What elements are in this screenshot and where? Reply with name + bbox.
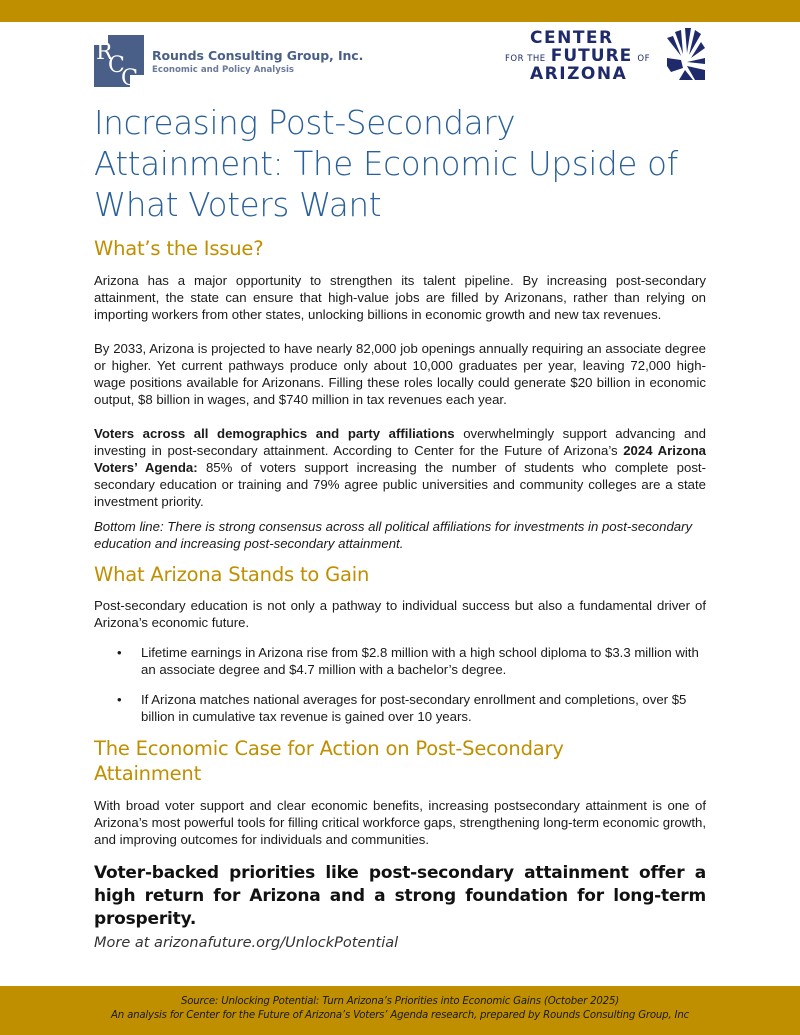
- list-item: [94, 691, 706, 725]
- bottom-line-text: Bottom line: There is strong consensus across all political affiliations for investments in post-secondary education and increasing post-secondary attainment.: [94, 519, 693, 551]
- list-item-text: If Arizona matches national averages for post-secondary enrollment and completions, over $5 billion in cumulative tax revenue is gained over 10 years.: [141, 692, 687, 724]
- footer-credit: An analysis for Center for the Future of Arizona’s Voters’ Agenda research, prepared by Rounds Consulting Group, Inc: [111, 1010, 689, 1021]
- list-item: [94, 644, 706, 678]
- section-heading-economic-case: [94, 736, 706, 786]
- cfa-logo-center: CENTER: [530, 28, 614, 48]
- heading-line: Attainment: [94, 762, 202, 785]
- rcg-monogram-icon: [94, 35, 144, 87]
- voters-paragraph: [94, 425, 706, 510]
- svg-text:G: G: [121, 66, 139, 87]
- cfa-logo-middle-line: [505, 46, 650, 66]
- svg-text:R: R: [96, 40, 113, 65]
- more-info-link[interactable]: More at arizonafuture.org/UnlockPotential: [94, 935, 399, 951]
- voters-agenda-bold: 2024 Arizona Voters’ Agenda:: [94, 443, 706, 475]
- cfa-logo-arizona: ARIZONA: [530, 64, 628, 84]
- rcg-company-name: Rounds Consulting Group, Inc.: [152, 47, 364, 63]
- gain-paragraph: Post-secondary education is not only a pathway to individual success but also a fundamental driver of Arizona’s economic future.: [94, 598, 706, 630]
- bottom-line-paragraph: [94, 518, 706, 552]
- cfa-logo-for-the: FOR THE: [505, 54, 546, 64]
- cfa-logo-future: FUTURE: [550, 46, 633, 66]
- bullet-icon: •: [117, 645, 122, 660]
- title-line: Increasing Post-Secondary: [94, 104, 516, 142]
- rcg-logo: [94, 35, 363, 87]
- footer-bar: [0, 986, 800, 1035]
- footer-source: Source: Unlocking Potential: Turn Arizona’s Priorities into Economic Gains (October 2025): [180, 996, 620, 1007]
- economic-case-paragraph: With broad voter support and clear economic benefits, increasing postsecondary attainment is one of Arizona’s most powerful tools for filling critical workforce gaps, strengthening long-term economic growth, and improving outcomes for individuals and communities.: [94, 798, 706, 847]
- arizona-sunburst-icon: [665, 28, 707, 82]
- section-heading-issue: What’s the Issue?: [94, 237, 264, 260]
- cfa-logo: [505, 28, 705, 84]
- cfa-logo-of: OF: [637, 54, 650, 64]
- document-body: [94, 103, 706, 951]
- voters-text-1: overwhelmingly support advancing and investing in post-secondary attainment. According to Center for the Future of Arizona’s: [94, 426, 706, 458]
- svg-text:C: C: [108, 53, 125, 78]
- issue-paragraph-1: Arizona has a major opportunity to strengthen its talent pipeline. By increasing post-secondary attainment, the state can ensure that high-value jobs are filled by Arizonans, rather than relying on importing workers from other states, unlocking billions in economic growth and new tax revenues.: [94, 273, 706, 322]
- rcg-tagline: Economic and Policy Analysis: [152, 64, 295, 75]
- page-title: [94, 103, 706, 226]
- title-line: What Voters Want: [94, 186, 382, 224]
- heading-line: The Economic Case for Action on Post-Secondary: [94, 737, 564, 760]
- list-item-text: Lifetime earnings in Arizona rise from $2.8 million with a high school diploma to $3.3 million with an associate degree and $4.7 million with a bachelor’s degree.: [141, 645, 699, 677]
- issue-paragraph-2: By 2033, Arizona is projected to have nearly 82,000 job openings annually requiring an associate degree or higher. Yet current pathways produce only about 10,000 graduates per year, leaving 72,000 high-wage positions available for Arizonans. Filling these roles locally could generate $20 billion in economic output, $8 billion in wages, and $740 million in tax revenues each year.: [94, 341, 706, 407]
- gain-bullet-list: [94, 644, 706, 725]
- title-line: Attainment: The Economic Upside of: [94, 145, 678, 183]
- voters-bold-lead: Voters across all demographics and party affiliations: [94, 426, 455, 441]
- top-accent-bar: [0, 0, 800, 22]
- callout-statement: Voter-backed priorities like post-secondary attainment offer a high return for Arizona and a strong foundation for long-term prosperity.: [94, 863, 706, 929]
- bullet-icon: •: [117, 692, 122, 707]
- voters-text-2: 85% of voters support increasing the number of students who complete post-secondary education or training and 79% agree public universities and community colleges are a state investment priority.: [94, 460, 706, 509]
- section-heading-gain: What Arizona Stands to Gain: [94, 563, 370, 586]
